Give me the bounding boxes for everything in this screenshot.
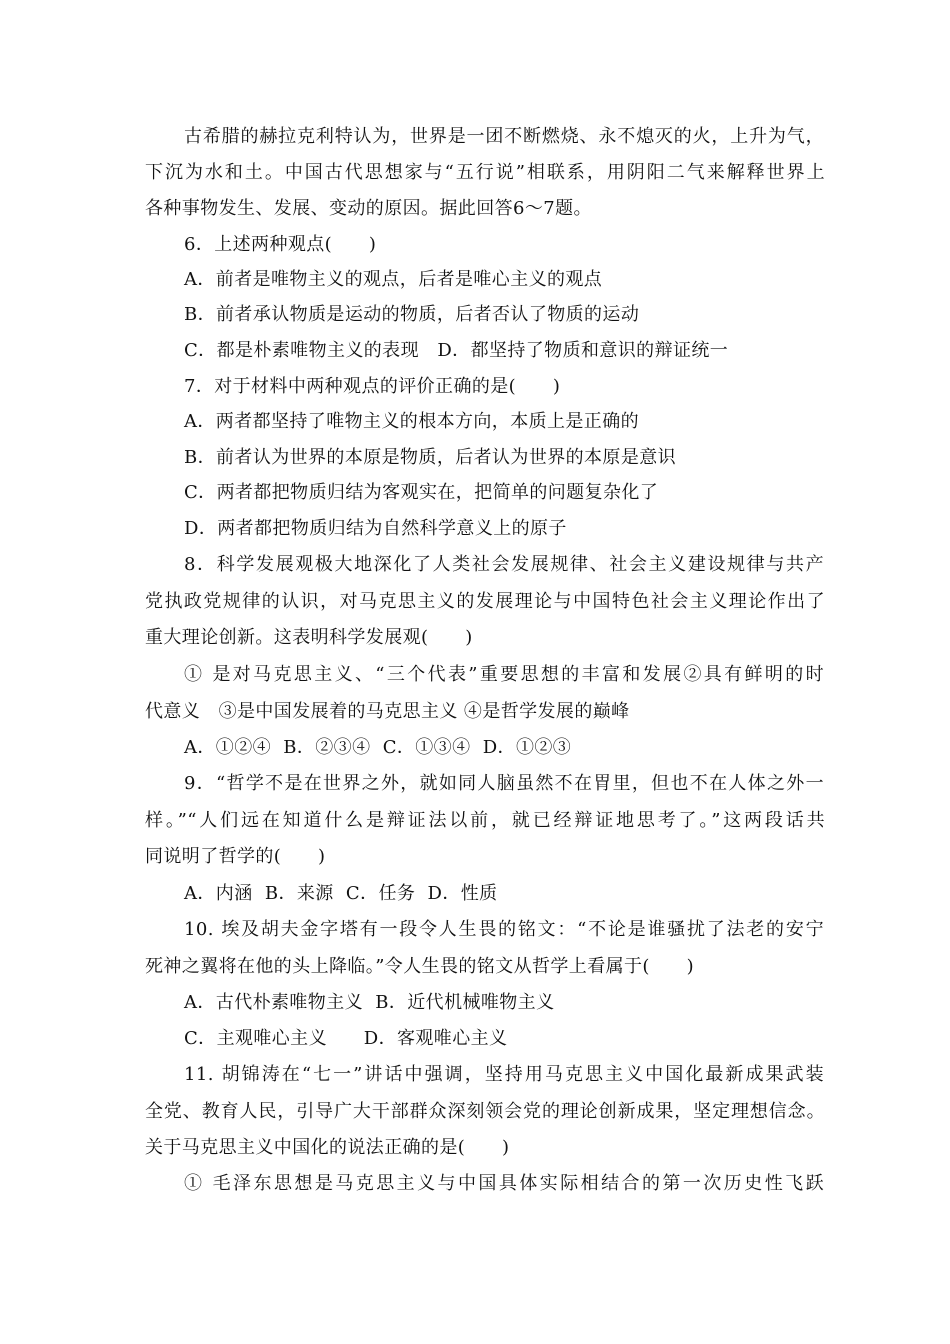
question-11-line-3: 关于马克思主义中国化的说法正确的是( ) <box>145 1137 510 1158</box>
question-7: 7．对于材料中两种观点的评价正确的是( ) <box>184 376 561 397</box>
question-8-line-3: 重大理论创新。这表明科学发展观( ) <box>145 627 473 648</box>
intro-line-1: 古希腊的赫拉克利特认为，世界是一团不断燃烧、永不熄灭的火，上升为气， <box>184 126 824 147</box>
question-11-line-1: 11. 胡锦涛在“七一”讲话中强调，坚持用马克思主义中国化最新成果武装 <box>184 1064 824 1085</box>
question-8-line-2: 党执政党规律的认识，对马克思主义的发展理论与中国特色社会主义理论作出了 <box>145 591 825 612</box>
q10-option-ab: A．古代朴素唯物主义 B．近代机械唯物主义 <box>184 992 555 1013</box>
question-11-line-2: 全党、教育人民，引导广大干部群众深刻领会党的理论创新成果，坚定理想信念。 <box>145 1101 825 1122</box>
q6-option-b: B．前者承认物质是运动的物质，后者否认了物质的运动 <box>184 304 640 325</box>
question-8-line-1: 8．科学发展观极大地深化了人类社会发展规律、社会主义建设规律与共产 <box>184 554 824 575</box>
q6-option-cd: C．都是朴素唯物主义的表现 D．都坚持了物质和意识的辩证统一 <box>184 340 729 361</box>
q6-option-a: A．前者是唯物主义的观点，后者是唯心主义的观点 <box>184 269 603 290</box>
q11-statement-1: ① 毛泽东思想是马克思主义与中国具体实际相结合的第一次历史性飞跃 <box>184 1173 824 1194</box>
intro-line-2: 下沉为水和土。中国古代思想家与“五行说”相联系，用阴阳二气来解释世界上 <box>145 162 825 183</box>
q8-statements-line-2: 代意义 ③是中国发展着的马克思主义 ④是哲学发展的巅峰 <box>145 701 630 722</box>
intro-line-3: 各种事物发生、发展、变动的原因。据此回答6～7题。 <box>145 198 592 219</box>
question-10-line-2: 死神之翼将在他的头上降临。”令人生畏的铭文从哲学上看属于( ) <box>145 956 695 977</box>
q7-option-b: B．前者认为世界的本原是物质，后者认为世界的本原是意识 <box>184 447 677 468</box>
question-9-line-2: 样。”“人们远在知道什么是辩证法以前，就已经辩证地思考了。”这两段话共 <box>145 810 825 831</box>
q7-option-a: A．两者都坚持了唯物主义的根本方向，本质上是正确的 <box>184 411 639 432</box>
question-6: 6．上述两种观点( ) <box>184 234 377 255</box>
question-9-line-3: 同说明了哲学的( ) <box>145 846 326 867</box>
q9-options: A．内涵 B．来源 C．任务 D．性质 <box>184 883 498 904</box>
q7-option-d: D．两者都把物质归结为自然科学意义上的原子 <box>184 518 567 539</box>
q8-statements-line-1: ① 是对马克思主义、“三个代表”重要思想的丰富和发展②具有鲜明的时 <box>184 664 824 685</box>
q10-option-cd: C．主观唯心主义 D．客观唯心主义 <box>184 1028 508 1049</box>
q8-options: A．①②④ B．②③④ C．①③④ D．①②③ <box>184 737 572 758</box>
question-10-line-1: 10. 埃及胡夫金字塔有一段令人生畏的铭文：“不论是谁骚扰了法老的安宁 <box>184 919 824 940</box>
q7-option-c: C．两者都把物质归结为客观实在，把简单的问题复杂化了 <box>184 482 659 503</box>
question-9-line-1: 9．“哲学不是在世界之外，就如同人脑虽然不在胃里，但也不在人体之外一 <box>184 773 824 794</box>
